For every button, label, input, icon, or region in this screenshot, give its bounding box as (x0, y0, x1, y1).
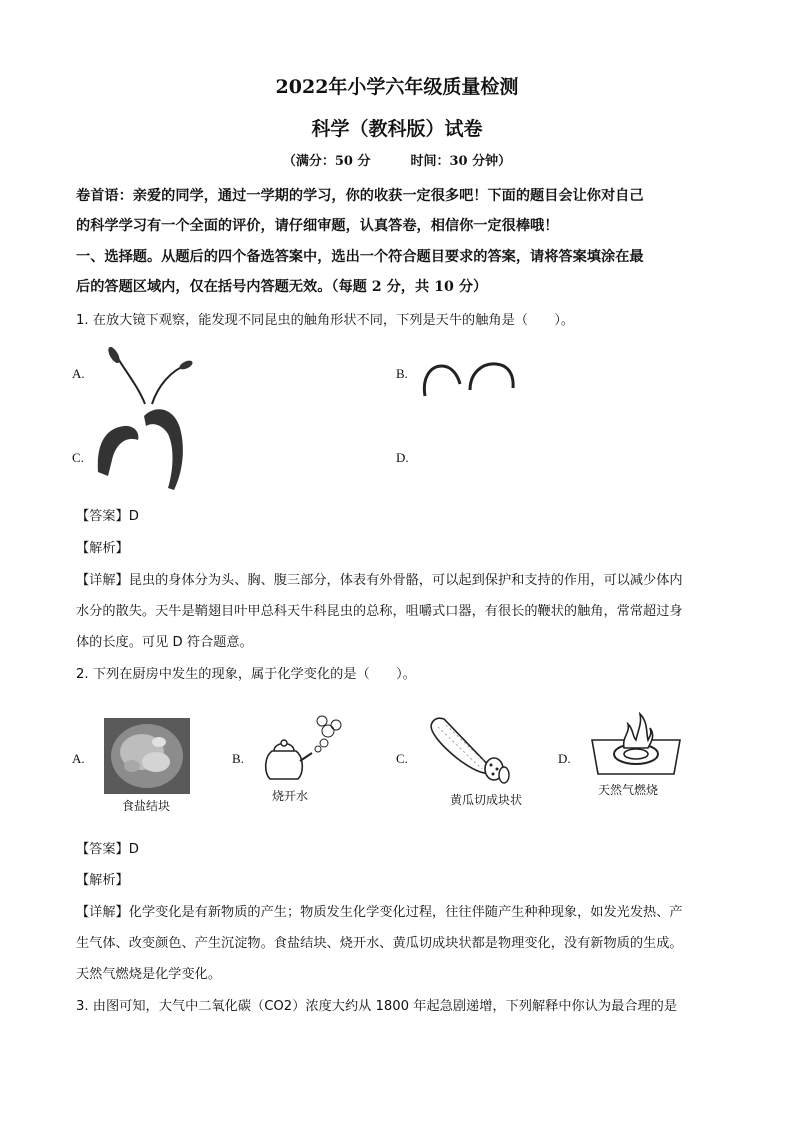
detail-text: 昆虫的身体分为头、胸、腹三部分，体表有外骨骼，可以起到保护和支持的作用，可以减少体内 (128, 573, 683, 588)
intro-line-2: 的科学学习有一个全面的评价，请仔细审题，认真答卷，相信你一定很棒哦！ (76, 218, 559, 234)
antenna-thin-curved-icon (420, 358, 520, 400)
exam-info (0, 150, 794, 169)
gas-stove-flame-icon (588, 710, 684, 776)
q2-detail-line-3: 天然气燃烧是化学变化。 (76, 967, 222, 982)
q2-detail-line-2: 生气体、改变颜色、产生沉淀物。食盐结块、烧开水、黄瓜切成块状都是物理变化，没有新物质的生成。 (76, 936, 683, 951)
q1-detail-line-3: 体的长度。可见 D 符合题意。 (76, 635, 253, 650)
q2-detail-line-1 (76, 901, 683, 920)
intro-line-1: 卷首语：亲爱的同学，通过一学期的学习，你的收获一定很多吧！下面的题目会让你对自己 (76, 188, 644, 204)
sliced-cucumber-icon (424, 713, 510, 785)
section1-line-1: 一、选择题。从题后的四个备选答案中，选出一个符合题目要求的答案，请将答案填涂在最 (76, 249, 644, 265)
answer-tag: 【答案】 (76, 842, 129, 857)
q1-detail-line-1 (76, 569, 683, 588)
q1-option-c-label: C. (72, 450, 84, 465)
score-info: （满分：50 分 (282, 154, 371, 169)
answer-tag: 【答案】 (76, 509, 129, 524)
q2-option-a-label: A. (72, 751, 85, 766)
exam-title: 2022年小学六年级质量检测 (275, 76, 519, 98)
salt-clump-photo-icon (104, 718, 190, 794)
exam-subtitle: 科学（教科版）试卷 (311, 118, 483, 140)
q2-answer (76, 838, 139, 857)
q2-analysis-tag: 【解析】 (76, 873, 129, 888)
time-info: 时间：30 分钟） (410, 154, 512, 169)
detail-text: 化学变化是有新物质的产生；物质发生化学变化过程，往往伴随产生种种现象，如发光发热、产 (128, 905, 683, 920)
q2-option-c-label: C. (396, 751, 408, 766)
q2-caption-d: 天然气燃烧 (598, 783, 659, 797)
answer-value: D (128, 509, 139, 524)
q1-option-a-label: A. (72, 366, 85, 381)
q1-detail-line-2: 水分的散失。天牛是鞘翅目叶甲总科天牛科昆虫的总称，咀嚼式口器，有很长的鞭状的触角，常常超过身 (76, 604, 683, 619)
q1-option-b-label: B. (396, 366, 408, 381)
q2-caption-a: 食盐结块 (122, 799, 171, 813)
antenna-thick-curved-icon (94, 400, 194, 492)
q1-stem: 1. 在放大镜下观察，能发现不同昆虫的触角形状不同，下列是天牛的触角是（ ）。 (76, 313, 575, 328)
detail-tag: 【详解】 (76, 905, 129, 920)
q1-option-d-label: D. (396, 450, 409, 465)
q2-option-b-label: B. (232, 751, 244, 766)
q2-option-d-label: D. (558, 751, 571, 766)
q2-caption-b: 烧开水 (272, 789, 309, 803)
q1-answer (76, 505, 139, 524)
answer-value: D (128, 842, 139, 857)
q3-stem: 3. 由图可知，大气中二氧化碳（CO2）浓度大约从 1800 年起急剧递增，下列解释中你认为最合理的是 (76, 999, 678, 1014)
detail-tag: 【详解】 (76, 573, 129, 588)
antenna-clubbed-icon (100, 346, 200, 408)
q2-caption-c: 黄瓜切成块状 (450, 793, 523, 807)
q2-stem: 2. 下列在厨房中发生的现象，属于化学变化的是（ ）。 (76, 667, 416, 682)
section1-line-2: 后的答题区域内，仅在括号内答题无效。（每题 2 分，共 10 分） (76, 279, 488, 295)
q1-analysis-tag: 【解析】 (76, 541, 129, 556)
boiling-kettle-icon (262, 713, 342, 785)
